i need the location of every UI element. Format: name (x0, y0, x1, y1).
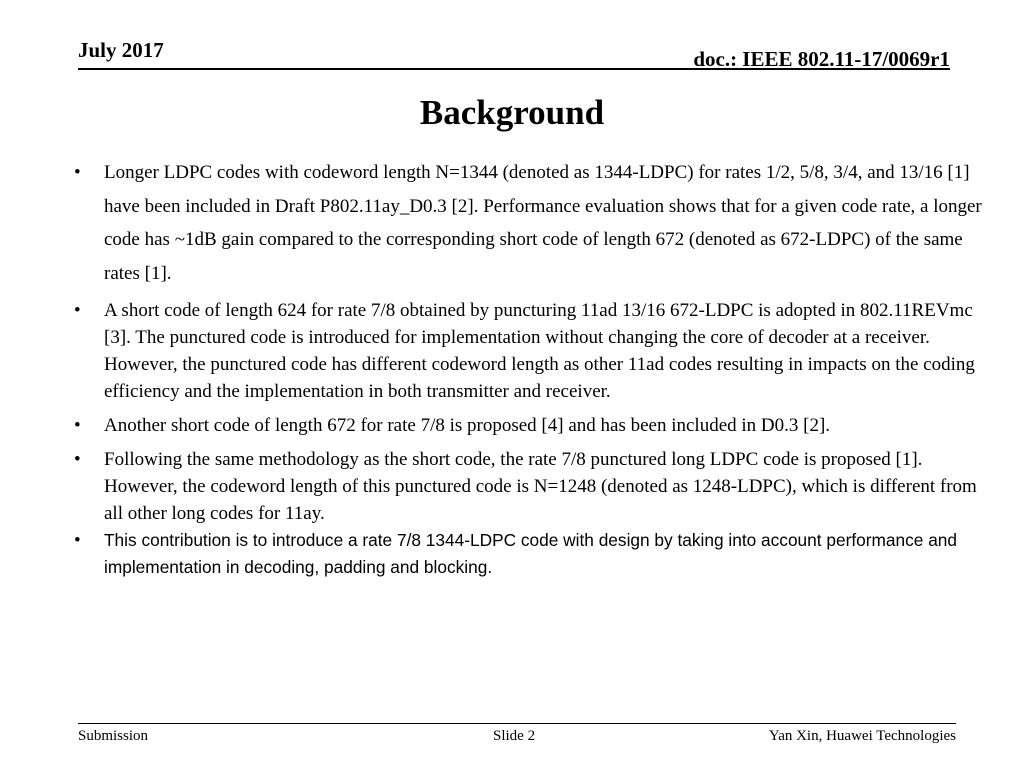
bullet-text: This contribution is to introduce a rate 7/8 1344-LDPC code with design by taking into account performance and implementation in decoding, padding and blocking. (104, 530, 958, 577)
bullet-text: A short code of length 624 for rate 7/8 obtained by puncturing 11ad 13/16 672-LDPC is adopted in 802.11REVmc [3]. The punctured code is introduced for implementation without changing the core of decoder at a receiver. However, the punctured code has different codeword length as other 11ad codes resulting in impacts on the coding efficiency and the implementation in both transmitter and receiver. (104, 300, 975, 402)
bullet-marker: • (74, 449, 81, 470)
bullet-marker: • (74, 530, 81, 551)
bullet-item (74, 527, 984, 581)
bullet-list (74, 156, 984, 588)
header-doc-id: doc.: IEEE 802.11-17/0069r1 (693, 47, 950, 71)
header-divider (78, 68, 950, 70)
footer-slide-number: Slide 2 (493, 728, 536, 744)
bullet-text: Another short code of length 672 for rate 7/8 is proposed [4] and has been included in D0.3 [2]. (104, 415, 831, 436)
bullet-item (74, 446, 984, 527)
bullet-text: Following the same methodology as the short code, the rate 7/8 punctured long LDPC code is proposed [1]. However, the codeword length of this punctured code is N=1248 (denoted as 1248-LDPC), which is different from all other long codes for 11ay. (104, 449, 977, 524)
bullet-item (74, 412, 984, 439)
bullet-marker: • (74, 300, 81, 321)
bullet-item (74, 156, 984, 290)
bullet-item (74, 297, 984, 405)
header-date: July 2017 (78, 38, 164, 62)
footer-divider (78, 723, 956, 724)
slide-title: Background (419, 93, 605, 132)
bullet-text: Longer LDPC codes with codeword length N=1344 (denoted as 1344-LDPC) for rates 1/2, 5/8, 3/4, and 13/16 [1] have been included in Draft P802.11ay_D0.3 [2]. Performance evaluation shows that for a given code rate, a longer code has ~1dB gain compared to the corresponding short code of length 672 (denoted as 672-LDPC) of the same rates [1]. (104, 162, 982, 284)
bullet-marker: • (74, 162, 81, 183)
footer-submission: Submission (78, 728, 149, 744)
bullet-marker: • (74, 415, 81, 436)
footer-author: Yan Xin, Huawei Technologies (768, 728, 956, 744)
